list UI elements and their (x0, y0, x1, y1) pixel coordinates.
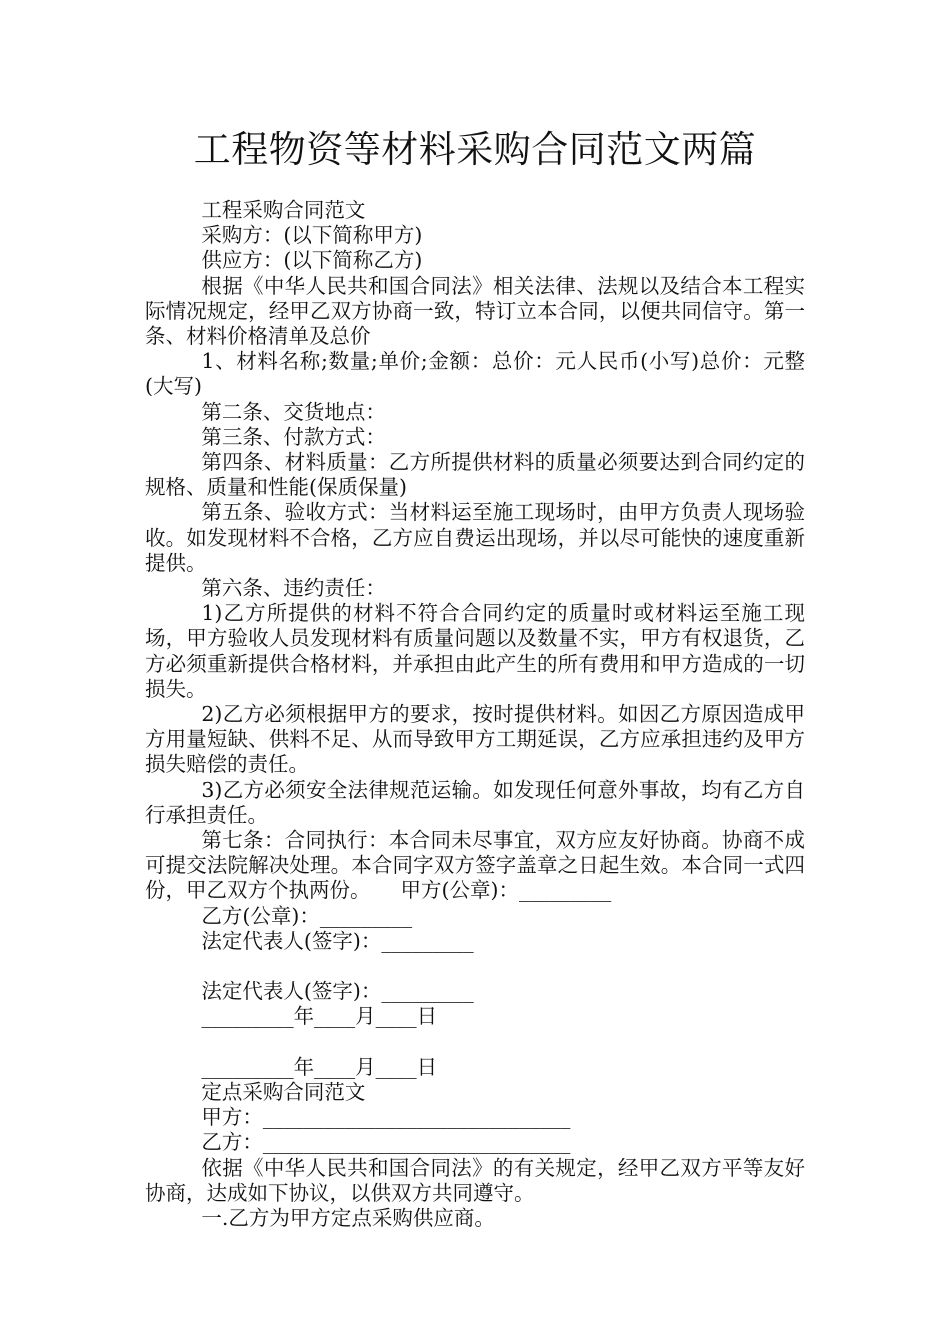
contract2-party-b: 乙方：______________________________ (201, 1130, 571, 1155)
contract2-intro: 依据《中华人民共和国合同法》的有关规定，经甲乙双方平等友好协商，达成如下协议，以供双方共同遵守。 (145, 1155, 805, 1205)
article6: 第六条、违约责任： (201, 576, 386, 601)
article6-clause1: 1)乙方所提供的材料不符合合同约定的质量时或材料运至施工现场，甲方验收人员发现材料有质量问题以及数量不实，甲方有权退货，乙方必须重新提供合格材料，并承担由此产生的所有费用和甲方造成的一切损失。 (145, 601, 805, 701)
legal-rep-signature-2: 法定代表人(签字)：_________ (201, 979, 474, 1004)
date-line-2: _________年____月____日 (201, 1054, 438, 1079)
contract1-intro: 根据《中华人民共和国合同法》相关法律、法规以及结合本工程实际情况规定，经甲乙双方协商一致，特订立本合同，以便共同信守。第一条、材料价格清单及总价 (145, 273, 805, 349)
article5: 第五条、验收方式：当材料运至施工现场时，由甲方负责人现场验收。如发现材料不合格，乙方应自费运出现场，并以尽可能快的速度重新提供。 (145, 500, 805, 575)
article6-clause2: 2)乙方必须根据甲方的要求，按时提供材料。如因乙方原因造成甲方用量短缺、供料不足、从而导致甲方工期延误，乙方应承担违约及甲方损失赔偿的责任。 (145, 702, 805, 777)
party-a-seal: 甲方(公章)：_________ (400, 878, 612, 903)
article3: 第三条、付款方式： (201, 424, 386, 449)
document-body (145, 198, 805, 1231)
article4: 第四条、材料质量：乙方所提供材料的质量必须要达到合同约定的规格、质量和性能(保质保量) (145, 450, 805, 500)
article1-item1: 1、材料名称;数量;单价;金额：总价：元人民币(小写)总价：元整(大写) (145, 349, 805, 399)
supplier-line: 供应方：(以下简称乙方) (201, 248, 423, 273)
article7 (145, 828, 805, 904)
article6-clause3: 3)乙方必须安全法律规范运输。如发现任何意外事故，均有乙方自行承担责任。 (145, 777, 805, 827)
blank-line (145, 954, 805, 979)
contract2-party-a: 甲方：______________________________ (201, 1105, 571, 1130)
blank-line (145, 1030, 805, 1055)
buyer-line: 采购方：(以下简称甲方) (201, 223, 423, 248)
article7-text: 第七条：合同执行：本合同未尽事宜，双方应友好协商。协商不成可提交法院解决处理。本合同字双方签字盖章之日起生效。本合同一式四份，甲乙双方个执两份。 (145, 828, 805, 903)
party-b-seal: 乙方(公章)：_________ (201, 903, 413, 928)
document-title: 工程物资等材料采购合同范文两篇 (193, 128, 757, 171)
legal-rep-signature-1: 法定代表人(签字)：_________ (201, 928, 474, 953)
contract2-clause1: 一.乙方为甲方定点采购供应商。 (201, 1206, 495, 1231)
contract1-heading: 工程采购合同范文 (201, 198, 366, 222)
contract2-heading: 定点采购合同范文 (201, 1080, 366, 1105)
article2: 第二条、交货地点： (201, 399, 386, 424)
date-line-1: _________年____月____日 (201, 1004, 438, 1029)
